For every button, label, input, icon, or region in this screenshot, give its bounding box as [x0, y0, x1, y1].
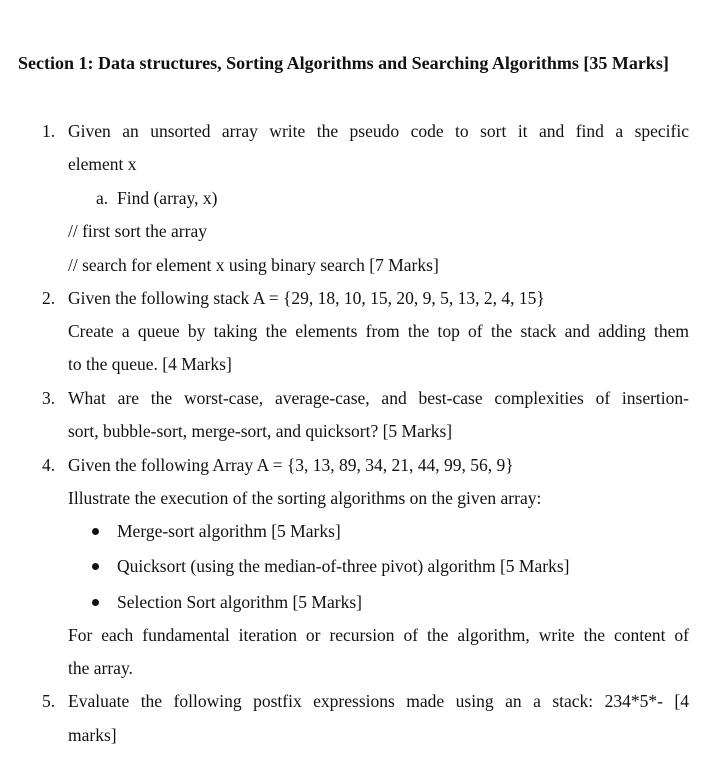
question-4-bullet-3: Selection Sort algorithm [5 Marks] — [117, 592, 362, 612]
question-1a-label: a. — [96, 188, 109, 208]
question-2-number: 2. — [42, 288, 56, 308]
question-4-bullet-1: Merge-sort algorithm [5 Marks] — [117, 521, 341, 541]
question-5-line-2: marks] — [68, 725, 117, 745]
question-2-line-1: Given the following stack A = {29, 18, 10, 15, 20, 9, 5, 13, 2, 4, 15} — [68, 288, 545, 308]
question-1a-comment-1: // first sort the array — [68, 221, 207, 241]
question-2-line-2: Create a queue by taking the elements from the top of the stack and adding them — [68, 321, 689, 341]
question-1-number: 1. — [42, 121, 56, 141]
question-4-line-2: Illustrate the execution of the sorting algorithms on the given array: — [68, 488, 542, 508]
question-4-after-2: the array. — [68, 658, 133, 678]
question-1a-text: Find (array, x) — [117, 188, 218, 208]
section-heading: Section 1: Data structures, Sorting Algorithms and Searching Algorithms [35 Marks] — [18, 53, 669, 73]
question-1a-comment-2: // search for element x using binary search [7 Marks] — [68, 255, 439, 275]
question-4-bullet-2: Quicksort (using the median-of-three pivot) algorithm [5 Marks] — [117, 556, 570, 576]
question-2-line-3: to the queue. [4 Marks] — [68, 354, 232, 374]
bullet-icon — [92, 599, 99, 606]
question-1-line-1: Given an unsorted array write the pseudo code to sort it and find a specific — [68, 121, 689, 141]
question-3-number: 3. — [42, 388, 56, 408]
bullet-icon — [92, 563, 99, 570]
question-3-line-2: sort, bubble-sort, merge-sort, and quicksort? [5 Marks] — [68, 421, 453, 441]
question-5-number: 5. — [42, 691, 56, 711]
question-4-line-1: Given the following Array A = {3, 13, 89, 34, 21, 44, 99, 56, 9} — [68, 455, 514, 475]
question-5-line-1: Evaluate the following postfix expressions made using an a stack: 234*5*- [4 — [68, 691, 689, 711]
bullet-icon — [92, 528, 99, 535]
question-3-line-1: What are the worst-case, average-case, and best-case complexities of insertion- — [68, 388, 689, 408]
question-4-number: 4. — [42, 455, 56, 475]
question-4-after-1: For each fundamental iteration or recursion of the algorithm, write the content of — [68, 625, 689, 645]
question-1-line-2: element x — [68, 154, 137, 174]
